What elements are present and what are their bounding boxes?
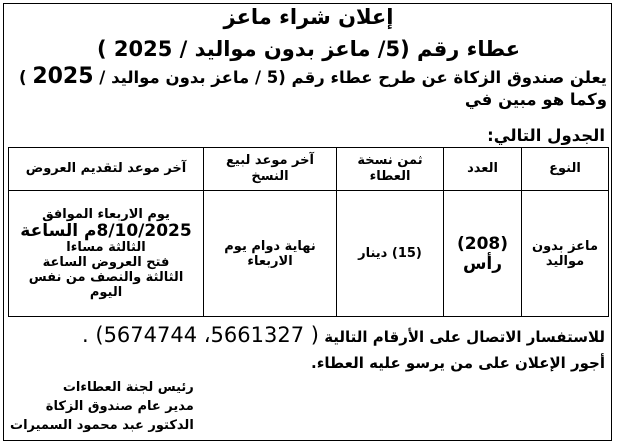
header-quantity: العدد — [444, 148, 522, 191]
submission-line-5: الثالثة والنصف من نفس — [28, 270, 184, 285]
submission-line-2: 8/10/2025م الساعة — [20, 221, 192, 241]
contact-numbers: ( 5661327، 5674744) . — [82, 323, 319, 347]
table-intro: الجدول التالي: — [487, 126, 605, 145]
submission-line-1: يوم الاربعاء الموافق — [42, 207, 170, 222]
cell-type: ماعز بدون مواليد — [522, 191, 609, 317]
signature-line-3: الدكتور عبد محمود السميرات — [10, 418, 194, 433]
submission-line-4: فتح العروض الساعة — [42, 255, 170, 270]
contact-text: للاستفسار الاتصال على الأرقام التالية — [324, 328, 605, 346]
cell-last-sale: نهاية دوام يوم الاربعاء — [204, 191, 337, 317]
cell-quantity — [444, 191, 522, 317]
intro-text: يعلن صندوق الزكاة عن طرح عطاء رقم (5 / ماعز بدون مواليد / — [99, 68, 607, 87]
contact-line — [82, 320, 605, 352]
intro-suffix: ) وكما هو مبين في — [19, 68, 607, 109]
quantity-unit: رأس — [462, 253, 503, 274]
quantity-number: (208) — [456, 233, 509, 254]
header-last-sale: آخر موعد لبيع النسخ — [204, 148, 337, 191]
tender-table — [8, 147, 609, 317]
header-last-submission: آخر موعد لتقديم العروض — [9, 148, 204, 191]
cell-last-submission — [9, 191, 204, 317]
table-header-row — [9, 148, 609, 191]
cell-copy-price: (15) دينار — [337, 191, 444, 317]
intro-year: 2025 — [32, 64, 94, 89]
signature-block — [10, 378, 194, 435]
signature-line-2: مدير عام صندوق الزكاة — [45, 399, 194, 414]
intro-paragraph — [10, 66, 607, 111]
announcement-title: إعلان شراء ماعز — [223, 5, 394, 29]
header-copy-price: ثمن نسخة العطاء — [337, 148, 444, 191]
submission-line-3: الثالثة مساءا — [66, 240, 146, 255]
header-type: النوع — [522, 148, 609, 191]
submission-line-6: اليوم — [89, 285, 123, 300]
signature-line-1: رئيس لجنة العطاءات — [62, 380, 194, 395]
tender-number: عطاء رقم (5/ ماعز بدون مواليد / 2025 ) — [96, 37, 521, 61]
table-row — [9, 191, 609, 317]
fee-note: أجور الإعلان على من يرسو عليه العطاء. — [311, 354, 605, 372]
